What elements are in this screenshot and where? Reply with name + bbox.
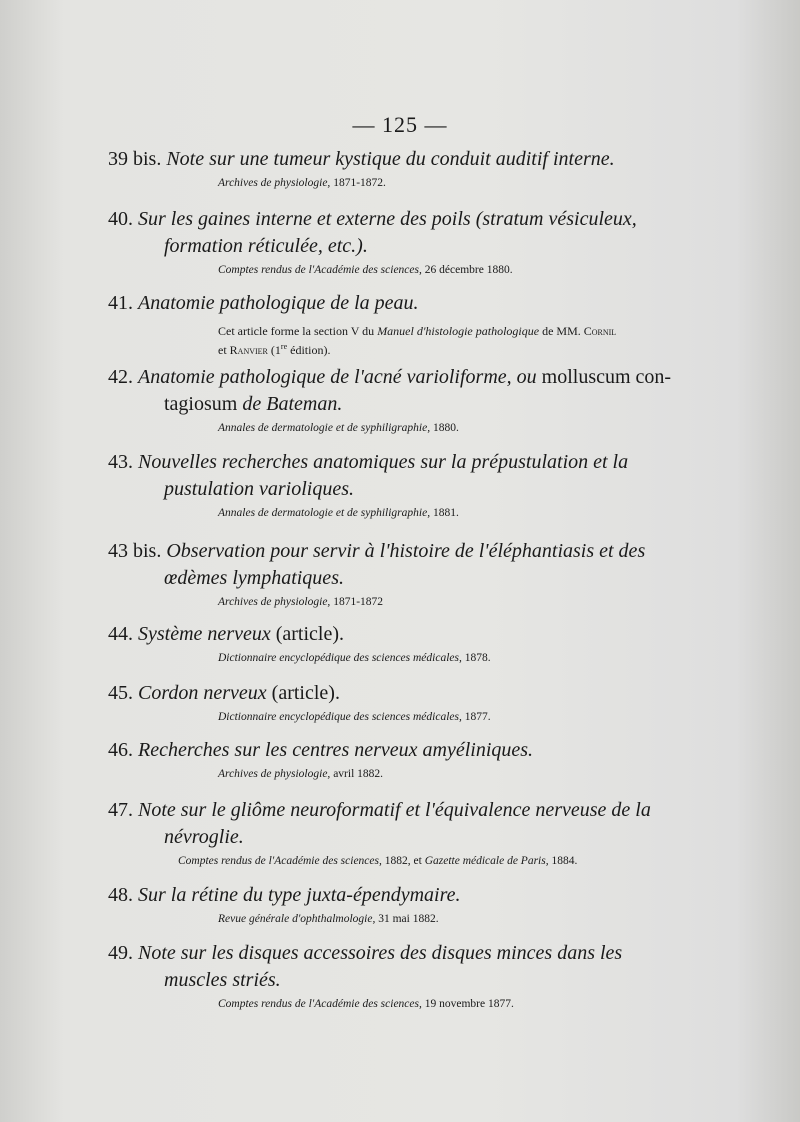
- entry-title-continued: pustulation varioliques.: [164, 478, 354, 500]
- entry-title-text: molluscum con-: [536, 366, 672, 388]
- entry-title-text: Sur la rétine du type juxta-épendymaire.: [138, 884, 461, 906]
- entry-title: [108, 882, 698, 909]
- bibliography-entry-49: [108, 940, 698, 1010]
- source-journal: Annales de dermatologie et de syphiligraphie,: [218, 422, 431, 434]
- entry-title-text: Note sur le gliôme neuroformatif et l'équivalence nerveuse de la: [138, 799, 651, 821]
- entry-title: [108, 364, 698, 391]
- entry-title-text: Cordon nerveux: [138, 682, 267, 704]
- entry-title-suffix: (article).: [266, 682, 340, 704]
- entry-source: [108, 596, 698, 608]
- entry-title-text: tagiosum: [164, 393, 243, 415]
- source-journal: Gazette médicale de Paris,: [424, 855, 549, 867]
- note-text: Cet article forme la section V du: [218, 324, 378, 338]
- entry-title-text: Anatomie pathologique de l'acné varioliforme, ou: [138, 366, 537, 388]
- bibliography-entry-39bis: [108, 146, 698, 189]
- entry-source: [108, 507, 698, 519]
- bibliography-entry-47: [108, 797, 698, 867]
- note-author: Cornil: [583, 324, 617, 338]
- bibliography-entry-44: [108, 621, 698, 664]
- source-date: 1877.: [461, 711, 491, 723]
- entry-title-continued: névroglie.: [164, 826, 244, 848]
- source-journal: Dictionnaire encyclopédique des sciences médicales,: [218, 652, 462, 664]
- entry-note: [108, 323, 698, 358]
- bibliography-entry-48: [108, 882, 698, 925]
- source-journal: Dictionnaire encyclopédique des sciences médicales,: [218, 711, 462, 723]
- entry-title: [108, 940, 698, 967]
- bibliography-entry-46: [108, 737, 698, 780]
- source-journal: Comptes rendus de l'Académie des sciences,: [218, 998, 422, 1010]
- bibliography-entry-45: [108, 680, 698, 723]
- note-text: de MM.: [539, 324, 584, 338]
- source-journal: Comptes rendus de l'Académie des sciences,: [178, 855, 382, 867]
- bibliography-entry-43bis: [108, 538, 698, 608]
- source-journal: Comptes rendus de l'Académie des sciences,: [218, 264, 422, 276]
- entry-title: [108, 621, 698, 648]
- source-journal: Archives de physiologie,: [218, 596, 331, 608]
- bibliography-entry-40: [108, 206, 698, 276]
- source-date: 1884.: [548, 855, 578, 867]
- entry-source: [108, 711, 698, 723]
- entry-title: [108, 538, 698, 565]
- entry-title: [108, 146, 698, 173]
- entry-title-continued: œdèmes lymphatiques.: [164, 567, 344, 589]
- entry-title-text: Système nerveux: [138, 623, 271, 645]
- entry-title-text: Recherches sur les centres nerveux amyéliniques.: [138, 739, 534, 761]
- note-text: édition).: [287, 343, 331, 357]
- entry-number: 41.: [108, 292, 133, 314]
- note-book-title: Manuel d'histologie pathologique: [377, 324, 540, 338]
- source-date: 1881.: [430, 507, 459, 519]
- entry-number: 43.: [108, 451, 133, 473]
- entry-title: [108, 449, 698, 476]
- entry-title-text: Nouvelles recherches anatomiques sur la prépustulation et la: [138, 451, 629, 473]
- source-journal: Annales de dermatologie et de syphiligraphie,: [218, 507, 431, 519]
- source-date: 19 novembre 1877.: [421, 998, 514, 1010]
- source-date: 1878.: [461, 652, 491, 664]
- source-journal: Archives de physiologie,: [218, 768, 331, 780]
- entry-number: 39 bis.: [108, 148, 162, 170]
- entry-number: 40.: [108, 208, 133, 230]
- source-date: avril 1882.: [330, 768, 384, 780]
- source-date: 1882, et: [381, 855, 425, 867]
- source-journal: Archives de physiologie,: [218, 177, 331, 189]
- entry-title-continued: muscles striés.: [164, 969, 281, 991]
- source-journal: Revue générale d'ophthalmologie,: [218, 913, 376, 925]
- entry-title: [108, 290, 698, 317]
- entry-source: [108, 264, 698, 276]
- entry-title-text: Note sur une tumeur kystique du conduit auditif interne.: [166, 148, 615, 170]
- page-number: — 125 —: [352, 112, 448, 137]
- bibliography-entry-42: [108, 364, 698, 434]
- entry-title-continued: [108, 391, 698, 418]
- entry-title: [108, 680, 698, 707]
- entry-source: [108, 768, 698, 780]
- entry-number: 48.: [108, 884, 133, 906]
- entry-number: 42.: [108, 366, 133, 388]
- source-date: 1871-1872.: [330, 177, 386, 189]
- source-date: 31 mai 1882.: [375, 913, 439, 925]
- source-date: 1880.: [430, 422, 459, 434]
- entry-title-suffix: (article).: [270, 623, 344, 645]
- entry-title-text: de Bateman.: [242, 393, 343, 415]
- entry-title: [108, 206, 698, 233]
- entry-source: [108, 998, 698, 1010]
- source-date: 1871-1872: [330, 596, 384, 608]
- entry-number: 43 bis.: [108, 540, 162, 562]
- entry-number: 47.: [108, 799, 133, 821]
- entry-title: [108, 737, 698, 764]
- entry-title-text: Anatomie pathologique de la peau.: [138, 292, 419, 314]
- note-text: et: [218, 343, 230, 357]
- entry-number: 46.: [108, 739, 133, 761]
- bibliography-entry-41: [108, 290, 698, 358]
- note-author: Ranvier: [229, 343, 268, 357]
- entry-source: [108, 855, 698, 867]
- entry-source: [108, 422, 698, 434]
- entry-title: [108, 797, 698, 824]
- entry-title-text: Note sur les disques accessoires des disques minces dans les: [138, 942, 623, 964]
- entry-number: 49.: [108, 942, 133, 964]
- entry-source: [108, 652, 698, 664]
- entry-number: 45.: [108, 682, 133, 704]
- entry-number: 44.: [108, 623, 133, 645]
- entry-title-text: Observation pour servir à l'histoire de l'éléphantiasis et des: [166, 540, 646, 562]
- entry-title-text: Sur les gaines interne et externe des poils (stratum vésiculeux,: [138, 208, 637, 230]
- note-superscript: re: [280, 342, 288, 351]
- entry-source: [108, 177, 698, 189]
- entry-title-continued: formation réticulée, etc.).: [164, 235, 368, 257]
- note-text: (1: [267, 343, 281, 357]
- entry-source: [108, 913, 698, 925]
- source-date: 26 décembre 1880.: [421, 264, 513, 276]
- bibliography-entry-43: [108, 449, 698, 519]
